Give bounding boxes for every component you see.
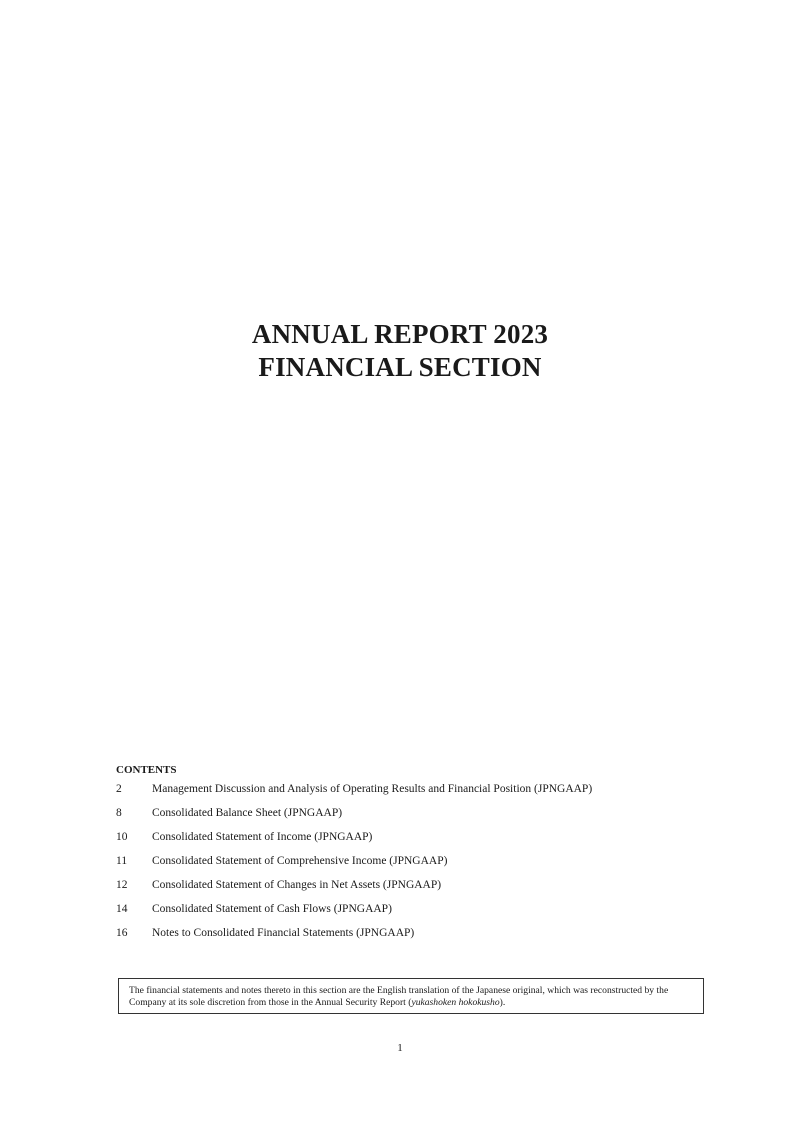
toc-item bbox=[116, 902, 716, 926]
toc-item bbox=[116, 854, 716, 878]
toc-title: Management Discussion and Analysis of Operating Results and Financial Position (JPNGAAP) bbox=[152, 783, 593, 795]
translation-note-italic-term: yukashoken hokokusho bbox=[411, 997, 500, 1008]
toc-page-number: 8 bbox=[116, 807, 122, 819]
page-number: 1 bbox=[397, 1042, 403, 1054]
translation-note-closing: ). bbox=[499, 997, 506, 1008]
translation-note-text: The financial statements and notes thereto in this section are the English translation of the Japanese original, which was reconstructed by the Company at its sole discretion from those in the Annual Security Report ( bbox=[129, 985, 669, 1008]
report-title-line-2: FINANCIAL SECTION bbox=[258, 352, 542, 382]
translation-note bbox=[118, 978, 704, 1014]
contents-heading: CONTENTS bbox=[116, 764, 177, 776]
toc-title: Consolidated Statement of Income (JPNGAAP) bbox=[152, 831, 373, 843]
report-title bbox=[0, 318, 800, 384]
report-title-line-1: ANNUAL REPORT 2023 bbox=[251, 319, 549, 349]
toc-item bbox=[116, 782, 716, 806]
toc-page-number: 10 bbox=[116, 831, 128, 843]
toc-item bbox=[116, 878, 716, 902]
toc-item bbox=[116, 926, 716, 950]
toc-title: Consolidated Statement of Changes in Net Assets (JPNGAAP) bbox=[152, 879, 442, 891]
toc-page-number: 14 bbox=[116, 903, 128, 915]
table-of-contents bbox=[116, 763, 716, 950]
toc-title: Consolidated Statement of Comprehensive Income (JPNGAAP) bbox=[152, 855, 448, 867]
toc-page-number: 2 bbox=[116, 783, 122, 795]
toc-page-number: 16 bbox=[116, 927, 128, 939]
toc-item bbox=[116, 806, 716, 830]
toc-page-number: 11 bbox=[116, 855, 128, 867]
toc-title: Notes to Consolidated Financial Statements (JPNGAAP) bbox=[152, 927, 415, 939]
toc-item bbox=[116, 830, 716, 854]
toc-title: Consolidated Statement of Cash Flows (JPNGAAP) bbox=[152, 903, 392, 915]
toc-page-number: 12 bbox=[116, 879, 128, 891]
toc-title: Consolidated Balance Sheet (JPNGAAP) bbox=[152, 807, 343, 819]
